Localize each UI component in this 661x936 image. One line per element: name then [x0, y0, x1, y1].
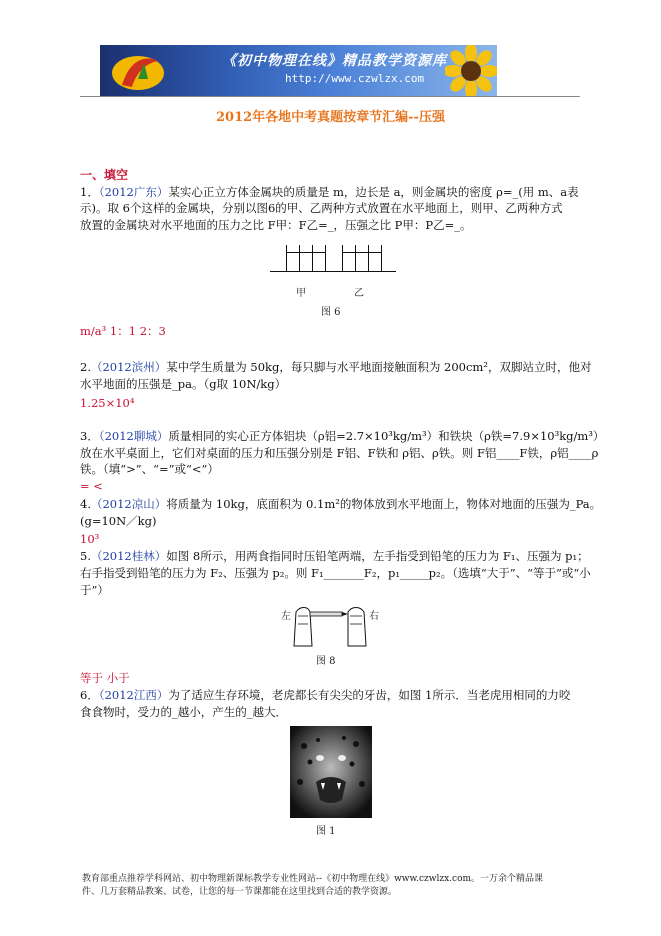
q3-source: （2012聊城）	[98, 429, 169, 443]
q3-number: 3．	[80, 429, 99, 443]
footer-line-2: 件、几万套精品教案、试卷，让您的每一节课都能在这里找到合适的教学资源。	[82, 887, 398, 897]
q4-text-1: 将质量为 10kg，底面积为 0.1m²的物体放到水平地面上，物体对地面的压强为_Pa。	[166, 497, 602, 511]
q6-text-2: 食食物时，受力的_越小，产生的_越大．	[80, 705, 287, 719]
q2-number: 2.	[80, 360, 91, 374]
q2-answer: 1.25×10⁴	[80, 396, 135, 410]
q3-text-2: 放在水平桌面上，它们对桌面的压力和压强分别是 F铝、F铁和 ρ铝、ρ铁。则 F铝____F铁，ρ铝____ρ	[80, 446, 599, 460]
q5-text-1: 如图 8所示，用两食指同时压铅笔两端，左手指受到铅笔的压力为 F₁、压强为 p₁；	[166, 549, 589, 563]
q5-fig-caption: 图 8	[316, 656, 336, 667]
q4-answer: 10³	[80, 532, 100, 546]
header-banner	[100, 45, 497, 97]
footer-line-1: 教育部重点推荐学科网站、初中物理新课标教学专业性网站--《初中物理在线》www.czwlzx.com。一万余个精品课	[82, 874, 544, 884]
q1-text-3: 放置的金属块对水平地面的压力之比 F甲：F乙=_，压强之比 P甲：P乙=_。	[80, 218, 472, 232]
sunflower-icon	[445, 45, 497, 97]
q5-number: 5.	[80, 549, 91, 563]
q1-figure-blocks	[270, 245, 400, 295]
q1-answer: m/a³ 1：1 2：3	[80, 324, 166, 338]
q6-line-1	[80, 688, 570, 703]
q5-line-1	[80, 549, 589, 564]
q1-line-1	[80, 185, 579, 200]
q5-figure-pencil	[290, 602, 370, 650]
q1-number: 1．	[80, 185, 99, 199]
q1-text-1: 某实心正立方体金属块的质量是 m，边长是 a，则金属块的密度 ρ=_(用 m、a表	[168, 185, 579, 199]
q6-fig-caption: 图 1	[316, 826, 336, 837]
q1-fig-label-left: 甲	[296, 288, 306, 299]
q3-answer: = <	[80, 479, 103, 493]
section-heading: 一、填空	[80, 168, 129, 182]
q6-number: 6．	[80, 688, 99, 702]
q1-source: （2012广东）	[98, 185, 169, 199]
q1-fig-caption: 图 6	[321, 307, 341, 318]
q3-text-1: 质量相同的实心正方体铝块（ρ铝=2.7×10³kg/m³）和铁块（ρ铁=7.9×10³kg/m³）	[168, 429, 605, 443]
q6-text-1: 为了适应生存环境，老虎都长有尖尖的牙齿，如图 1所示．当老虎用相同的力咬	[168, 688, 571, 702]
logo-icon	[108, 49, 168, 93]
q4-text-2: (g=10N／kg)	[80, 514, 157, 528]
q2-source: （2012滨州）	[90, 360, 167, 374]
q3-text-3: 铁。（填“>”、“=”或“<”）	[80, 462, 219, 476]
q3-line-1	[80, 429, 604, 444]
q6-source: （2012江西）	[98, 688, 169, 702]
document-title: 2012年各地中考真题按章节汇编--压强	[216, 110, 445, 125]
q1-text-2: 示)。取 6个这样的金属块，分别以图6的甲、乙两种方式放置在水平地面上，则甲、乙两种方式	[80, 201, 563, 215]
footer	[82, 873, 543, 899]
banner-title: 《初中物理在线》精品教学资源库	[222, 53, 447, 69]
q5-fig-label-left: 左	[281, 611, 291, 622]
q5-text-3: 于”）	[80, 583, 109, 597]
q2-text-2: 水平地面的压强是_pa。（g取 10N/kg）	[80, 377, 287, 391]
q1-fig-label-right: 乙	[354, 288, 364, 299]
q4-number: 4.	[80, 497, 91, 511]
q4-source: （2012凉山）	[90, 497, 167, 511]
q2-text-1: 某中学生质量为 50kg，每只脚与水平地面接触面积为 200cm²，双脚站立时，他对	[166, 360, 592, 374]
q5-source: （2012桂林）	[90, 549, 167, 563]
q5-answer: 等于 小于	[80, 671, 130, 685]
header-divider	[80, 96, 580, 97]
q5-text-2: 右手指受到铅笔的压力为 F₂、压强为 p₂。则 F₁_______F₂，p₁_____p₂。（选填“大于”、“等于”或“小	[80, 566, 591, 580]
q6-tiger-photo	[290, 726, 372, 818]
q2-line-1	[80, 360, 591, 375]
q5-fig-label-right: 右	[369, 611, 379, 622]
q4-line-1	[80, 497, 601, 512]
banner-url[interactable]: http://www.czwlzx.com	[285, 72, 425, 85]
